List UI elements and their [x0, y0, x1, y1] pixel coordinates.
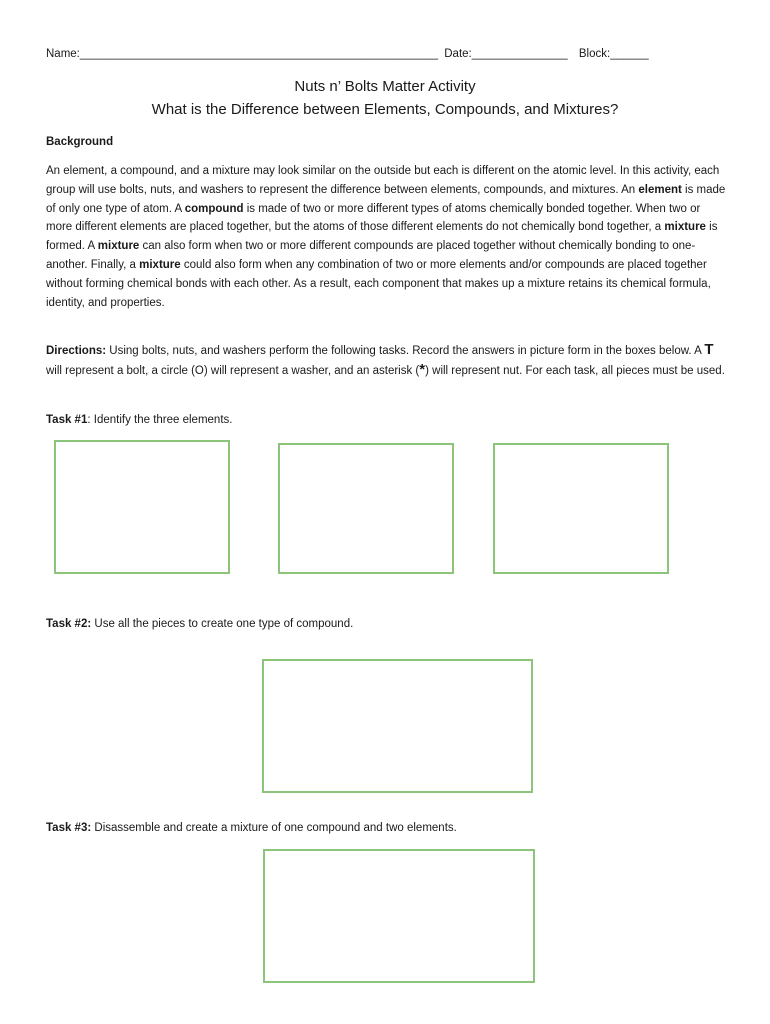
date-field[interactable]: _______________	[471, 48, 568, 60]
block-label: Block:	[578, 48, 611, 60]
bolt-symbol: T	[704, 341, 714, 358]
date-label: Date:	[444, 48, 472, 60]
task-2-instruction: Task #2: Use all the pieces to create one type of compound.	[46, 618, 354, 630]
keyword-mixture: mixture	[664, 221, 706, 234]
background-paragraph: An element, a compound, and a mixture may look similar on the outside but each is different on the atomic level. In this activity, each group will use bolts, nuts, and washers to represent the difference between elements, compounds, and mixtures. An element is made of only one type of atom. A compound is made of two or more different types of atoms chemically bonded together. When two or more different elements are placed together, but the atoms of those different elements do not chemically bond together, a mixture is formed. A mixture can also form when two or more different compounds are placed together without chemically bonding to one-another. Finally, a mixture could also form when any combination of two or more elements and/or compounds are placed together without forming chemical bonds with each other. As a result, each component that makes up a mixture retains its chemical formula, identity, and properties.	[46, 165, 726, 309]
background-heading: Background	[46, 136, 114, 148]
page-subtitle: What is the Difference between Elements, Compounds, and Mixtures?	[151, 101, 619, 118]
task-1-instruction: Task #1: Identify the three elements.	[46, 414, 233, 426]
task-1-answer-box-3[interactable]	[493, 443, 669, 574]
task-2-answer-box[interactable]	[262, 659, 533, 793]
page-title: Nuts n’ Bolts Matter Activity	[294, 78, 476, 95]
task-1-answer-box-2[interactable]	[278, 443, 454, 574]
task-3-instruction: Task #3: Disassemble and create a mixture of one compound and two elements.	[46, 822, 457, 834]
header-line	[46, 48, 726, 60]
keyword-mixture: mixture	[139, 258, 181, 271]
task-3-answer-box[interactable]	[263, 849, 535, 983]
keyword-element: element	[638, 183, 682, 196]
directions-label: Directions:	[46, 345, 107, 357]
keyword-compound: compound	[184, 202, 244, 215]
keyword-mixture: mixture	[97, 240, 140, 253]
nut-symbol: *	[419, 360, 426, 378]
task-1-answer-box-1[interactable]	[54, 440, 230, 574]
block-field[interactable]: ______	[610, 48, 649, 60]
name-field[interactable]: ________________________________________________________	[79, 48, 439, 60]
name-label: Name:	[46, 48, 80, 60]
directions-paragraph: Directions: Using bolts, nuts, and washers perform the following tasks. Record the answers in picture form in the boxes below. A T will represent a bolt, a circle (O) will represent a washer, and an asterisk (*) will represent nut. For each task, all pieces must be used.	[46, 341, 725, 378]
